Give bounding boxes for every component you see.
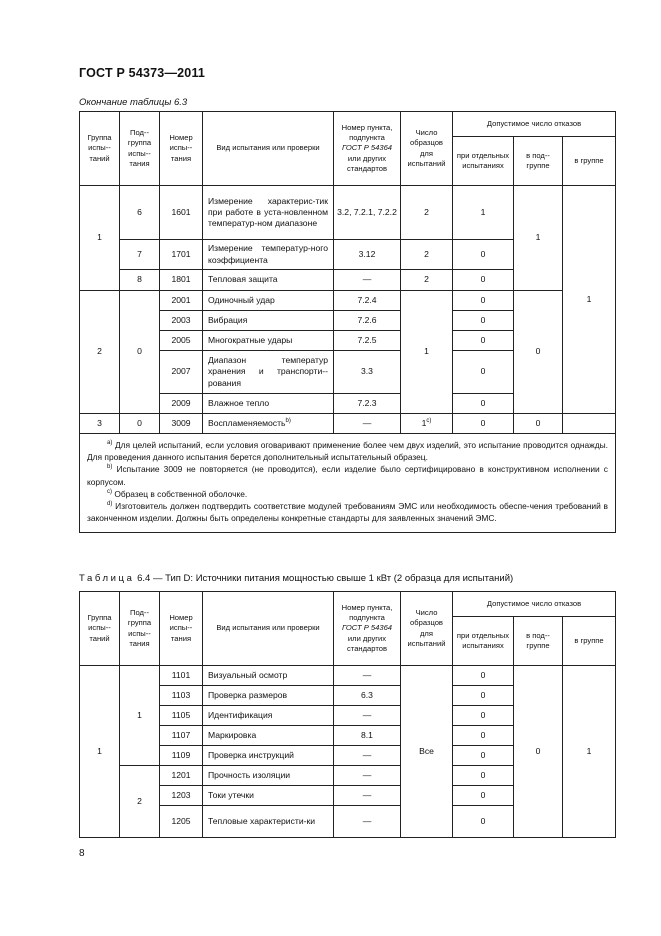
col-header-samples: Число образцов для испытаний <box>401 592 453 666</box>
per-test-fail-cell: 0 <box>453 394 514 414</box>
footnote: $^{d)}$ Изготовитель должен подтвердить соответствие модулей требованиям ЭМС или необходимость обеспе-чения требований в законченном изделии. Должны быть определены конкретные стандарты для заявленных значений ЭМС. <box>87 500 609 524</box>
test-name-cell: Проверка инструкций <box>203 746 334 766</box>
group-cell: 2 <box>80 291 120 414</box>
col-header-samples: Число образцов для испытаний <box>401 112 453 186</box>
clause-cell: 3.2, 7.2.1, 7.2.2 <box>334 186 401 240</box>
test-name-cell: Влажное тепло <box>203 394 334 414</box>
col-header-group: Группа испы-таний <box>80 592 120 666</box>
clause-cell: 8.1 <box>334 726 401 746</box>
table-row <box>80 186 616 240</box>
group-cell: 3 <box>80 414 120 434</box>
test-number-cell: 2003 <box>160 311 203 331</box>
clause-cell: — <box>334 270 401 291</box>
per-test-fail-cell: 0 <box>453 666 514 686</box>
subgroup-cell: 2 <box>120 766 160 838</box>
test-name-cell: Измерение характерис-тик при работе в уста-новленном температур-ном диапазоне <box>203 186 334 240</box>
test-name-cell: Тепловые характеристи-ки <box>203 806 334 838</box>
subgroup-fail-cell: 0 <box>514 666 563 838</box>
col-header-per-test: при отдельных испытаниях <box>453 137 514 186</box>
col-header-per-group: в группе <box>563 137 616 186</box>
test-number-cell: 1701 <box>160 240 203 270</box>
test-number-cell: 1109 <box>160 746 203 766</box>
samples-cell: 2 <box>401 186 453 240</box>
subgroup-cell: 1 <box>120 666 160 766</box>
footnote: $^{b)}$ Испытание 3009 не повторяется (не проводится), если изделие было сертифицировано в конструктивном исполнении с корпусом. <box>87 464 608 487</box>
per-test-fail-cell: 0 <box>453 786 514 806</box>
subgroup-cell: 0 <box>120 414 160 434</box>
test-name-cell: Вибрация <box>203 311 334 331</box>
test-number-cell: 1801 <box>160 270 203 291</box>
per-test-fail-cell: 0 <box>453 726 514 746</box>
test-number-cell: 1105 <box>160 706 203 726</box>
clause-cell: 7.2.4 <box>334 291 401 311</box>
test-name-cell: Измерение температур-ного коэффициента <box>203 240 334 270</box>
footnote: $^{a)}$ Для целей испытаний, если условия оговаривают применение более чем двух изделий, это испытание проводится однажды. Для проведения данного испытания берется дополнительный испытательный образец. <box>87 440 609 463</box>
samples-cell: 2 <box>401 240 453 270</box>
test-number-cell: 2007 <box>160 351 203 394</box>
group-fail-cell <box>563 414 616 434</box>
group-cell: 1 <box>80 186 120 291</box>
subgroup-fail-cell: 0 <box>514 414 563 434</box>
footnotes-row <box>80 434 616 533</box>
test-name-cell: Воспламеняемость$^{b)}$ <box>203 414 334 434</box>
test-number-cell: 1103 <box>160 686 203 706</box>
clause-cell: 6.3 <box>334 686 401 706</box>
test-number-cell: 1205 <box>160 806 203 838</box>
clause-cell: — <box>334 706 401 726</box>
table-row <box>80 414 616 434</box>
per-test-fail-cell: 0 <box>453 311 514 331</box>
footnote-ref: c) <box>426 418 432 425</box>
per-test-fail-cell: 0 <box>453 766 514 786</box>
samples-cell: 2 <box>401 270 453 291</box>
clause-cell: 7.2.5 <box>334 331 401 351</box>
per-test-fail-cell: 0 <box>453 686 514 706</box>
clause-cell: — <box>334 766 401 786</box>
document-title: ГОСТ Р 54373—2011 <box>79 66 206 80</box>
col-header-test-number: Номер испы-тания <box>160 592 203 666</box>
col-header-group: Группа испы-таний <box>80 112 120 186</box>
clause-cell: — <box>334 666 401 686</box>
subgroup-cell: 7 <box>120 240 160 270</box>
clause-cell: 3.3 <box>334 351 401 394</box>
table-6-4 <box>79 591 616 838</box>
group-fail-cell: 1 <box>563 666 616 838</box>
test-name-cell: Проверка размеров <box>203 686 334 706</box>
samples-cell: 1 <box>401 291 453 414</box>
test-number-cell: 1101 <box>160 666 203 686</box>
col-header-allowed-failures: Допустимое число отказов <box>453 592 616 617</box>
per-test-fail-cell: 0 <box>453 746 514 766</box>
test-name-cell: Маркировка <box>203 726 334 746</box>
table-6-3-end <box>79 111 616 533</box>
per-test-fail-cell: 0 <box>453 414 514 434</box>
subgroup-cell: 8 <box>120 270 160 291</box>
clause-cell: 3.12 <box>334 240 401 270</box>
subgroup-cell: 6 <box>120 186 160 240</box>
clause-cell: — <box>334 786 401 806</box>
test-name-cell: Многократные удары <box>203 331 334 351</box>
test-name-cell: Идентификация <box>203 706 334 726</box>
test-name-cell: Тепловая защита <box>203 270 334 291</box>
test-number-cell: 2001 <box>160 291 203 311</box>
test-number-cell: 1107 <box>160 726 203 746</box>
per-test-fail-cell: 0 <box>453 331 514 351</box>
test-name-cell: Диапазон температур хранения и транспорти-рования <box>203 351 334 394</box>
col-header-per-subgroup: в под-группе <box>514 137 563 186</box>
test-number-cell: 1203 <box>160 786 203 806</box>
per-test-fail-cell: 0 <box>453 706 514 726</box>
col-header-test-kind: Вид испытания или проверки <box>203 592 334 666</box>
per-test-fail-cell: 0 <box>453 270 514 291</box>
samples-cell: Все <box>401 666 453 838</box>
table-row <box>80 291 616 311</box>
table-6-4-caption: Таблица 6.4 — Тип D: Источники питания мощностью свыше 1 кВт (2 образца для испытаний) <box>79 573 514 584</box>
col-header-test-number: Номер испы-тания <box>160 112 203 186</box>
samples-cell: 1$^{c)}$ <box>401 414 453 434</box>
table-row <box>80 666 616 686</box>
col-header-per-subgroup: в под-группе <box>514 617 563 666</box>
test-name-cell: Прочность изоляции <box>203 766 334 786</box>
page-number: 8 <box>79 848 85 859</box>
test-name-cell: Визуальный осмотр <box>203 666 334 686</box>
footnote: $^{c)}$ Образец в собственной оболочке. <box>107 488 248 499</box>
col-header-per-test: при отдельных испытаниях <box>453 617 514 666</box>
footnote-ref: b) <box>285 418 291 425</box>
col-header-test-kind: Вид испытания или проверки <box>203 112 334 186</box>
test-number-cell: 1601 <box>160 186 203 240</box>
col-header-allowed-failures: Допустимое число отказов <box>453 112 616 137</box>
per-test-fail-cell: 0 <box>453 806 514 838</box>
per-test-fail-cell: 1 <box>453 186 514 240</box>
test-number-cell: 2005 <box>160 331 203 351</box>
clause-cell: — <box>334 746 401 766</box>
test-number-cell: 2009 <box>160 394 203 414</box>
test-number-cell: 3009 <box>160 414 203 434</box>
group-fail-cell: 1 <box>563 186 616 414</box>
clause-cell: — <box>334 414 401 434</box>
clause-cell: — <box>334 806 401 838</box>
col-header-clause: Номер пункта, подпункта ГОСТ Р 54364 или других стандартов <box>334 592 401 666</box>
test-name-cell: Токи утечки <box>203 786 334 806</box>
per-test-fail-cell: 0 <box>453 240 514 270</box>
group-cell: 1 <box>80 666 120 838</box>
subgroup-fail-cell: 0 <box>514 291 563 414</box>
table-continuation-label: Окончание таблицы 6.3 <box>79 97 188 108</box>
test-name-cell: Одиночный удар <box>203 291 334 311</box>
col-header-subgroup: Под-группа испы-тания <box>120 112 160 186</box>
clause-cell: 7.2.6 <box>334 311 401 331</box>
clause-cell: 7.2.3 <box>334 394 401 414</box>
subgroup-cell: 0 <box>120 291 160 414</box>
col-header-subgroup: Под-группа испы-тания <box>120 592 160 666</box>
per-test-fail-cell: 0 <box>453 351 514 394</box>
test-number-cell: 1201 <box>160 766 203 786</box>
footnotes-cell <box>80 434 616 533</box>
per-test-fail-cell: 0 <box>453 291 514 311</box>
col-header-clause: Номер пункта, подпункта ГОСТ Р 54364 или других стандартов <box>334 112 401 186</box>
subgroup-fail-cell: 1 <box>514 186 563 291</box>
col-header-per-group: в группе <box>563 617 616 666</box>
